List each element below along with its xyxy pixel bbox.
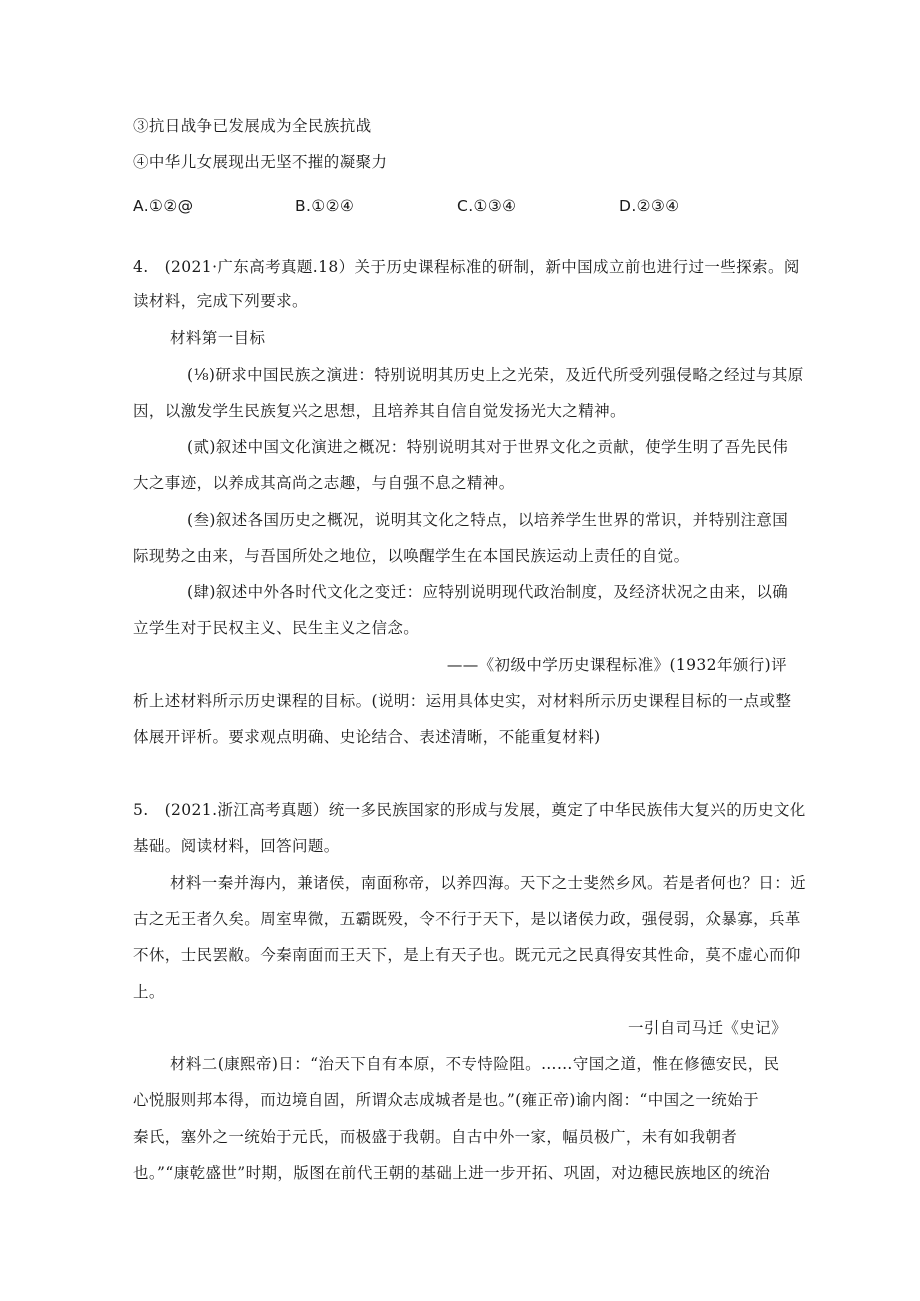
q4-goal1-line1: (⅛)研求中国民族之演进：特别说明其历史上之光荣，及近代所受列强侵略之经过与其原 (187, 366, 804, 384)
q5-material2-line1: 材料二(康熙帝)日：“治天下自有本原，不专恃险阻。……守国之道，惟在修德安民，民 (170, 1055, 780, 1073)
q4-task-line1: 析上述材料所示历史课程的目标。(说明：运用具体史实，对材料所示历史课程目标的一点或整 (133, 692, 792, 710)
statement-3: ③抗日战争已发展成为全民族抗战 (133, 117, 372, 135)
q4-stem-line2: 读材料，完成下列要求。 (133, 292, 308, 310)
q5-stem-line1: 5. (2021.浙江高考真题）统一多民族国家的形成与发展，奠定了中华民族伟大复兴的历史文化 (133, 801, 806, 819)
option-d[interactable]: D.②③④ (619, 197, 680, 215)
q5-stem-line2: 基础。阅读材料，回答问题。 (133, 837, 340, 855)
q5-material2-line4: 也。”“康乾盛世”时期，版图在前代王朝的基础上进一步开拓、巩固，对边穂民族地区的统治 (133, 1164, 771, 1182)
q4-goal2-line1: (贰)叙述中国文化演进之概况：特别说明其对于世界文化之贡献，使学生明了吾先民伟 (187, 438, 789, 456)
statement-4: ④中华儿女展现出无坚不摧的凝聚力 (133, 153, 388, 171)
q5-material2-line2: 心悦服则邦本得，而边境自固，所谓众志成城者是也。”(雍正帝)谕内阁：“中国之一统始于 (133, 1091, 759, 1109)
option-c[interactable]: C.①③④ (457, 197, 517, 215)
q4-task-line2: 体展开评析。要求观点明确、史论结合、表述清晰，不能重复材料) (133, 728, 601, 746)
q4-goal3-line2: 际现势之由来，与吾国所处之地位，以唤醒学生在本国民族运动上责任的自觉。 (133, 547, 690, 565)
option-a[interactable]: A.①②@ (133, 197, 194, 215)
q5-material1-line4: 上。 (133, 983, 165, 1001)
q4-goal4-line2: 立学生对于民权主义、民生主义之信念。 (133, 619, 420, 637)
q4-stem-line1: 4. (2021·广东高考真题.18）关于历史课程标准的研制，新中国成立前也进行过一些探索。阅 (133, 258, 800, 276)
q4-goal1-line2: 因，以激发学生民族复兴之思想，且培养其自信自觉发扬光大之精神。 (133, 402, 626, 420)
answer-options (133, 196, 793, 216)
q4-goal4-line1: (肆)叙述中外各时代文化之变迁：应特别说明现代政治制度，及经济状况之由来，以确 (187, 583, 789, 601)
q4-goal3-line1: (叁)叙述各国历史之概况，说明其文化之特点，以培养学生世界的常识，并特别注意国 (187, 511, 789, 529)
q4-material-title: 材料第一目标 (170, 329, 266, 347)
option-b[interactable]: B.①②④ (295, 197, 355, 215)
q5-material1-line3: 不休，士民罢敝。今秦南面而王天下，是上有天子也。既元元之民真得安其性命，莫不虚心而仰 (133, 946, 801, 964)
q5-material1-line1: 材料一秦并海内，兼诸侯，南面称帝，以养四海。天下之士斐然乡风。若是者何也？日：近 (170, 874, 807, 892)
q4-goal2-line2: 大之事迹，以养成其高尚之志趣，与自强不息之精神。 (133, 474, 515, 492)
q5-material1-source: 一引自司马迁《史记》 (627, 1019, 787, 1037)
q4-source: ——《初级中学历史课程标准》(1932年颁行)评 (446, 656, 787, 674)
q5-material1-line2: 古之无王者久矣。周室卑微，五霸既殁，令不行于天下，是以诸侯力政，强侵弱，众暴寡，兵革 (133, 910, 801, 928)
q5-material2-line3: 秦氏，塞外之一统始于元氏，而极盛于我朝。自古中外一家，幅员极广，未有如我朝者 (133, 1128, 738, 1146)
